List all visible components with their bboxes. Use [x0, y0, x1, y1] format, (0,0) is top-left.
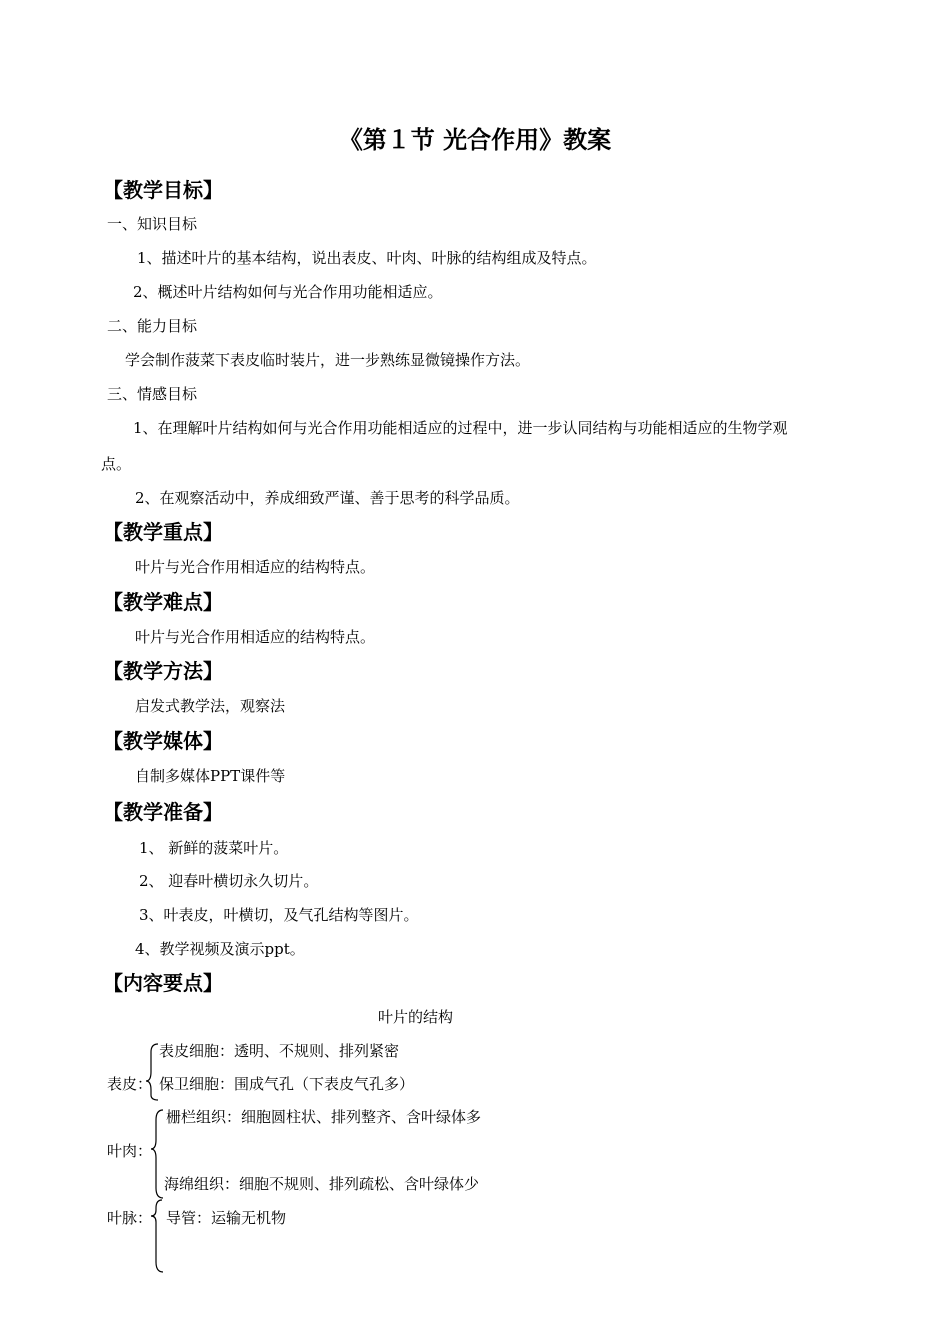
epidermis-brace: [146, 1044, 158, 1100]
prep-item-1: 1、 新鲜的菠菜叶片。: [139, 839, 289, 857]
epidermis-label: 表皮：: [107, 1075, 153, 1093]
ability-goals-heading: 二、能力目标: [107, 317, 198, 335]
emotion-goal-1: 1、在理解叶片结构如何与光合作用功能相适应的过程中，进一步认同结构与功能相适应的生物学观: [133, 419, 788, 437]
media-text: 自制多媒体PPT课件等: [135, 767, 286, 785]
emotion-goal-2: 2、在观察活动中，养成细致严谨、善于思考的科学品质。: [135, 489, 520, 507]
page-title: 《第１节 光合作用》教案: [338, 125, 612, 154]
prep-item-4: 4、教学视频及演示ppt。: [135, 940, 305, 958]
mesophyll-brace: [151, 1110, 163, 1198]
section-heading-media: 【教学媒体】: [103, 729, 223, 753]
section-heading-content: 【内容要点】: [103, 971, 223, 995]
section-heading-difficulty: 【教学难点】: [103, 590, 223, 614]
prep-item-2: 2、 迎春叶横切永久切片。: [139, 872, 319, 890]
epidermis-cell-text: 表皮细胞：透明、不规则、排列紧密: [159, 1042, 400, 1060]
palisade-tissue-text: 栅栏组织：细胞圆柱状、排列整齐、含叶绿体多: [166, 1108, 482, 1126]
mesophyll-label: 叶肉：: [107, 1142, 153, 1160]
section-heading-key-point: 【教学重点】: [103, 520, 223, 544]
vein-brace: [151, 1200, 163, 1272]
section-heading-method: 【教学方法】: [103, 659, 223, 683]
knowledge-goal-2: 2、概述叶片结构如何与光合作用功能相适应。: [133, 283, 443, 301]
vein-label: 叶脉：: [107, 1209, 153, 1227]
vessel-text: 导管：运输无机物: [166, 1209, 287, 1227]
prep-item-3: 3、叶表皮，叶横切，及气孔结构等图片。: [139, 906, 419, 924]
difficulty-text: 叶片与光合作用相适应的结构特点。: [135, 628, 376, 646]
section-heading-goals: 【教学目标】: [103, 178, 223, 202]
knowledge-goal-1: 1、描述叶片的基本结构，说出表皮、叶肉、叶脉的结构组成及特点。: [137, 249, 597, 267]
guard-cell-text: 保卫细胞：围成气孔（下表皮气孔多）: [159, 1075, 415, 1093]
method-text: 启发式教学法，观察法: [135, 697, 286, 715]
key-point-text: 叶片与光合作用相适应的结构特点。: [135, 558, 376, 576]
emotion-goals-heading: 三、情感目标: [107, 385, 198, 403]
spongy-tissue-text: 海绵组织：细胞不规则、排列疏松、含叶绿体少: [164, 1175, 480, 1193]
content-subtitle: 叶片的结构: [378, 1008, 454, 1026]
ability-goal-1: 学会制作菠菜下表皮临时装片，进一步熟练显微镜操作方法。: [125, 351, 531, 369]
emotion-goal-1-continued: 点。: [101, 455, 132, 473]
section-heading-prep: 【教学准备】: [103, 800, 223, 824]
knowledge-goals-heading: 一、知识目标: [107, 215, 198, 233]
